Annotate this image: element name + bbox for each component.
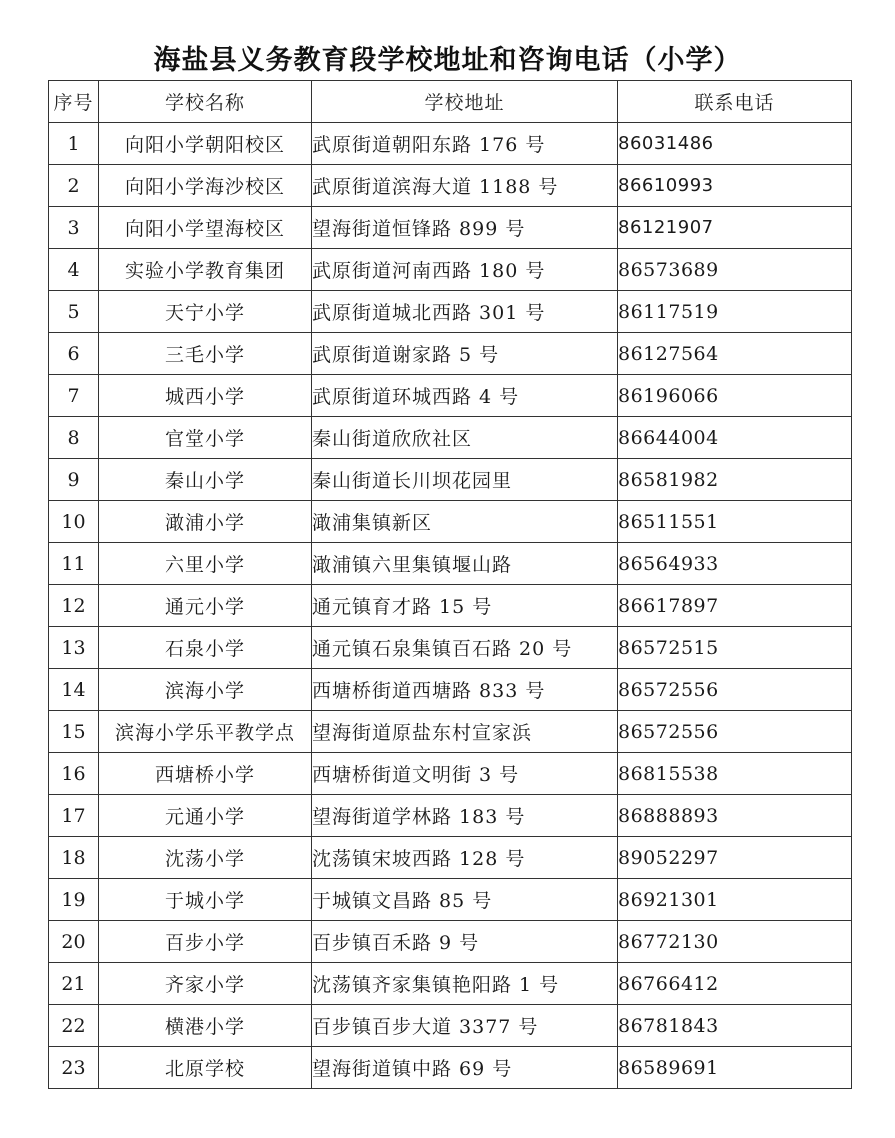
row-number: 16 — [49, 753, 99, 795]
row-number: 3 — [49, 207, 99, 249]
row-number: 21 — [49, 963, 99, 1005]
table-row — [49, 459, 852, 501]
contact-phone: 86888893 — [618, 795, 852, 837]
table-row — [49, 291, 852, 333]
school-name: 天宁小学 — [99, 291, 312, 333]
contact-phone: 86127564 — [618, 333, 852, 375]
school-address: 西塘桥街道文明街 3 号 — [312, 753, 618, 795]
table-row — [49, 543, 852, 585]
contact-phone: 89052297 — [618, 837, 852, 879]
contact-phone: 86589691 — [618, 1047, 852, 1089]
contact-phone: 86031486 — [618, 123, 852, 165]
school-name: 北原学校 — [99, 1047, 312, 1089]
contact-phone: 86121907 — [618, 207, 852, 249]
row-number: 7 — [49, 375, 99, 417]
school-name: 滨海小学 — [99, 669, 312, 711]
school-address: 沈荡镇宋坡西路 128 号 — [312, 837, 618, 879]
contact-phone: 86921301 — [618, 879, 852, 921]
row-number: 10 — [49, 501, 99, 543]
header-name: 学校名称 — [99, 81, 312, 123]
school-address: 武原街道河南西路 180 号 — [312, 249, 618, 291]
row-number: 14 — [49, 669, 99, 711]
row-number: 5 — [49, 291, 99, 333]
school-address: 武原街道城北西路 301 号 — [312, 291, 618, 333]
contact-phone: 86781843 — [618, 1005, 852, 1047]
contact-phone: 86610993 — [618, 165, 852, 207]
row-number: 6 — [49, 333, 99, 375]
school-name: 六里小学 — [99, 543, 312, 585]
school-name: 通元小学 — [99, 585, 312, 627]
school-address: 澉浦镇六里集镇堰山路 — [312, 543, 618, 585]
table-row — [49, 123, 852, 165]
school-address: 武原街道谢家路 5 号 — [312, 333, 618, 375]
school-address: 通元镇石泉集镇百石路 20 号 — [312, 627, 618, 669]
school-name: 西塘桥小学 — [99, 753, 312, 795]
row-number: 22 — [49, 1005, 99, 1047]
table-row — [49, 501, 852, 543]
school-address: 于城镇文昌路 85 号 — [312, 879, 618, 921]
school-address: 百步镇百步大道 3377 号 — [312, 1005, 618, 1047]
table-row — [49, 963, 852, 1005]
school-address: 秦山街道长川坝花园里 — [312, 459, 618, 501]
school-name: 滨海小学乐平教学点 — [99, 711, 312, 753]
header-no: 序号 — [49, 81, 99, 123]
school-name: 齐家小学 — [99, 963, 312, 1005]
table-row — [49, 1005, 852, 1047]
contact-phone: 86772130 — [618, 921, 852, 963]
school-address: 武原街道环城西路 4 号 — [312, 375, 618, 417]
table-row — [49, 753, 852, 795]
header-row — [49, 81, 852, 123]
row-number: 18 — [49, 837, 99, 879]
school-name: 元通小学 — [99, 795, 312, 837]
school-name: 秦山小学 — [99, 459, 312, 501]
school-name: 向阳小学望海校区 — [99, 207, 312, 249]
row-number: 11 — [49, 543, 99, 585]
school-name: 横港小学 — [99, 1005, 312, 1047]
school-address: 百步镇百禾路 9 号 — [312, 921, 618, 963]
row-number: 23 — [49, 1047, 99, 1089]
table-row — [49, 333, 852, 375]
contact-phone: 86564933 — [618, 543, 852, 585]
table-row — [49, 711, 852, 753]
table-row — [49, 879, 852, 921]
contact-phone: 86196066 — [618, 375, 852, 417]
school-address: 秦山街道欣欣社区 — [312, 417, 618, 459]
row-number: 13 — [49, 627, 99, 669]
table-row — [49, 249, 852, 291]
school-name: 官堂小学 — [99, 417, 312, 459]
contact-phone: 86644004 — [618, 417, 852, 459]
row-number: 12 — [49, 585, 99, 627]
header-address: 学校地址 — [312, 81, 618, 123]
contact-phone: 86815538 — [618, 753, 852, 795]
school-name: 三毛小学 — [99, 333, 312, 375]
row-number: 9 — [49, 459, 99, 501]
row-number: 20 — [49, 921, 99, 963]
school-name: 城西小学 — [99, 375, 312, 417]
row-number: 2 — [49, 165, 99, 207]
contact-phone: 86617897 — [618, 585, 852, 627]
contact-phone: 86572556 — [618, 711, 852, 753]
row-number: 8 — [49, 417, 99, 459]
contact-phone: 86117519 — [618, 291, 852, 333]
table-row — [49, 1047, 852, 1089]
table-row — [49, 837, 852, 879]
table-body — [49, 123, 852, 1089]
school-name: 石泉小学 — [99, 627, 312, 669]
school-name: 沈荡小学 — [99, 837, 312, 879]
school-address: 沈荡镇齐家集镇艳阳路 1 号 — [312, 963, 618, 1005]
school-address: 望海街道镇中路 69 号 — [312, 1047, 618, 1089]
school-name: 澉浦小学 — [99, 501, 312, 543]
row-number: 15 — [49, 711, 99, 753]
school-address: 西塘桥街道西塘路 833 号 — [312, 669, 618, 711]
contact-phone: 86511551 — [618, 501, 852, 543]
row-number: 4 — [49, 249, 99, 291]
school-table — [48, 80, 852, 1089]
row-number: 17 — [49, 795, 99, 837]
school-address: 武原街道朝阳东路 176 号 — [312, 123, 618, 165]
row-number: 1 — [49, 123, 99, 165]
school-address: 望海街道原盐东村宣家浜 — [312, 711, 618, 753]
table-row — [49, 417, 852, 459]
school-address: 武原街道滨海大道 1188 号 — [312, 165, 618, 207]
school-address: 望海街道学林路 183 号 — [312, 795, 618, 837]
table-row — [49, 585, 852, 627]
contact-phone: 86581982 — [618, 459, 852, 501]
table-row — [49, 627, 852, 669]
table-row — [49, 795, 852, 837]
school-name: 向阳小学朝阳校区 — [99, 123, 312, 165]
page-title: 海盐县义务教育段学校地址和咨询电话（小学） — [153, 45, 742, 76]
table-row — [49, 669, 852, 711]
table-row — [49, 921, 852, 963]
school-name: 百步小学 — [99, 921, 312, 963]
header-phone: 联系电话 — [618, 81, 852, 123]
table-row — [49, 375, 852, 417]
school-name: 于城小学 — [99, 879, 312, 921]
table-row — [49, 207, 852, 249]
school-address: 通元镇育才路 15 号 — [312, 585, 618, 627]
school-address: 望海街道恒锋路 899 号 — [312, 207, 618, 249]
contact-phone: 86572515 — [618, 627, 852, 669]
contact-phone: 86572556 — [618, 669, 852, 711]
contact-phone: 86573689 — [618, 249, 852, 291]
table-row — [49, 165, 852, 207]
contact-phone: 86766412 — [618, 963, 852, 1005]
school-address: 澉浦集镇新区 — [312, 501, 618, 543]
school-name: 向阳小学海沙校区 — [99, 165, 312, 207]
school-name: 实验小学教育集团 — [99, 249, 312, 291]
row-number: 19 — [49, 879, 99, 921]
